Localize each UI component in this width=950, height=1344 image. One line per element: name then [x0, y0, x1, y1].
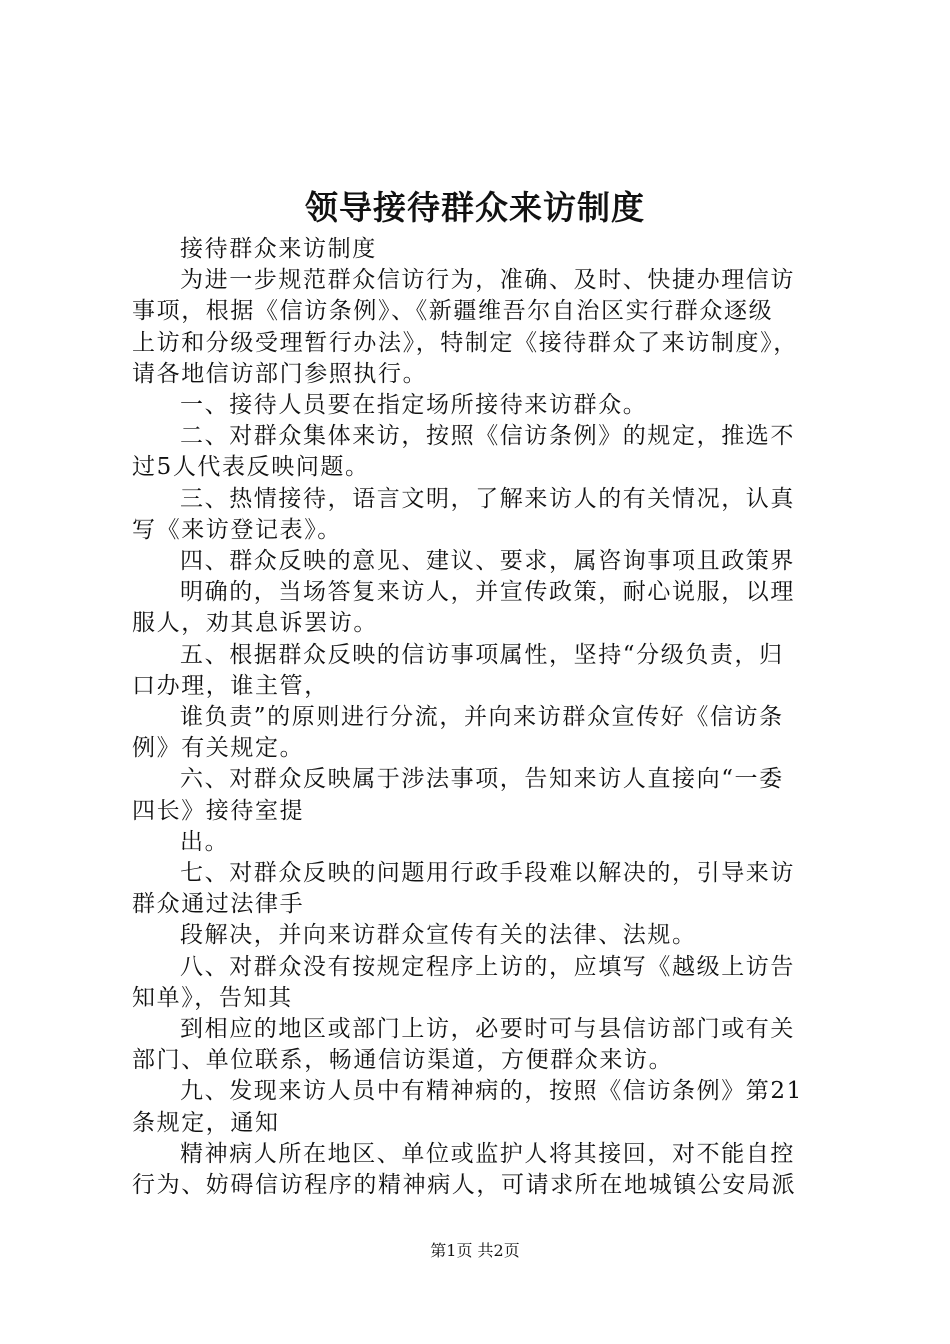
body-line: 八、对群众没有按规定程序上访的，应填写《越级上访告	[180, 953, 795, 980]
body-line: 例》有关规定。	[132, 735, 305, 762]
body-line: 出。	[180, 828, 230, 855]
body-line: 明确的，当场答复来访人，并宣传政策，耐心说服，以理	[180, 579, 795, 606]
body-line: 七、对群众反映的问题用行政手段难以解决的，引导来访	[180, 860, 795, 887]
body-line: 到相应的地区或部门上访，必要时可与县信访部门或有关	[180, 1016, 795, 1043]
body-line: 一、接待人员要在指定场所接待来访群众。	[180, 392, 648, 419]
body-line: 上访和分级受理暂行办法》，特制定《接待群众了来访制度》，	[132, 329, 798, 356]
page-footer: 第1页 共2页	[430, 1241, 520, 1260]
body-line: 为进一步规范群众信访行为，准确、及时、快捷办理信访	[180, 267, 795, 294]
body-line: 谁负责”的原则进行分流，并向来访群众宣传好《信访条	[180, 704, 784, 731]
body-line: 六、对群众反映属于涉法事项，告知来访人直接向“一委	[180, 766, 784, 793]
body-line: 精神病人所在地区、单位或监护人将其接回，对不能自控	[180, 1140, 795, 1167]
body-line: 口办理，谁主管，	[132, 672, 329, 699]
body-line: 知单》，告知其	[132, 984, 293, 1011]
body-line: 写《来访登记表》。	[132, 516, 342, 543]
body-line: 五、根据群众反映的信访事项属性，坚持“分级负责，归	[180, 641, 784, 668]
body-line: 九、发现来访人员中有精神病的，按照《信访条例》第21	[180, 1078, 803, 1105]
body-line: 过5人代表反映问题。	[132, 454, 370, 481]
body-line: 三、热情接待，语言文明，了解来访人的有关情况，认真	[180, 485, 795, 512]
body-line: 群众通过法律手	[132, 891, 305, 918]
body-line: 段解决，并向来访群众宣传有关的法律、法规。	[180, 922, 697, 949]
document-title: 领导接待群众来访制度	[305, 188, 645, 227]
body-line: 请各地信访部门参照执行。	[132, 360, 428, 387]
body-line: 四长》接待室提	[132, 797, 305, 824]
body-line: 二、对群众集体来访，按照《信访条例》的规定，推选不	[180, 423, 795, 450]
body-line: 服人，劝其息诉罢访。	[132, 610, 378, 637]
body-line: 事项，根据《信访条例》、《新疆维吾尔自治区实行群众逐级	[132, 298, 774, 325]
body-line: 部门、单位联系，畅通信访渠道，方便群众来访。	[132, 1047, 674, 1074]
body-line: 四、群众反映的意见、建议、要求，属咨询事项且政策界	[180, 548, 795, 575]
document-body	[132, 234, 832, 1201]
body-line: 接待群众来访制度	[180, 236, 377, 262]
body-line: 行为、妨碍信访程序的精神病人，可请求所在地城镇公安局派	[132, 1172, 797, 1199]
body-line: 条规定，通知	[132, 1109, 280, 1136]
